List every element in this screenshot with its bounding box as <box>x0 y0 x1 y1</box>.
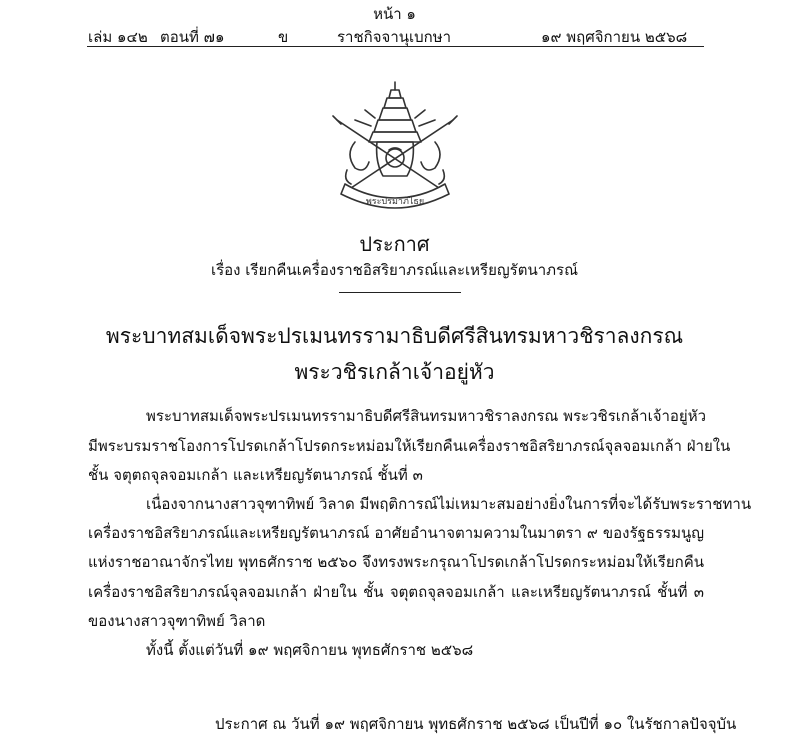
emblem-ribbon-text: พระปรมาภิไธย <box>365 197 425 207</box>
body-line: แห่งราชอาณาจักรไทย พุทธศักราช ๒๕๖๐ จึงทรงพระกรุณาโปรดเกล้าโปรดกระหม่อมให้เรียกคืน <box>88 553 704 571</box>
body-line: ชั้น จตุตถจุลจอมเกล้า และเหรียญรัตนาภรณ์ ชั้นที่ ๓ <box>88 466 423 484</box>
page-number: หน้า ๑ <box>373 5 416 23</box>
announcement-subject: เรื่อง เรียกคืนเครื่องราชอิสริยาภรณ์และเหรียญรัตนาภรณ์ <box>210 261 579 279</box>
body-line: ของนางสาวจุฑาทิพย์ วิลาด <box>88 612 266 630</box>
volume-number: เล่ม ๑๔๒ <box>88 28 148 46</box>
announcement-title: ประกาศ <box>359 232 430 256</box>
body-line: เครื่องราชอิสริยาภรณ์และเหรียญรัตนาภรณ์ อาศัยอำนาจตามความในมาตรา ๙ ของรัฐธรรมนูญ <box>88 524 704 542</box>
publication-date: ๑๙ พฤศจิกายน ๒๕๖๘ <box>541 28 688 46</box>
section-letter: ข <box>278 28 289 46</box>
publication-name: ราชกิจจานุเบกษา <box>337 28 452 46</box>
issue-number: ตอนที่ ๗๑ <box>160 28 225 46</box>
given-date-line: ประกาศ ณ วันที่ ๑๙ พฤศจิกายน พุทธศักราช ๒๕๖๘ เป็นปีที่ ๑๐ ในรัชกาลปัจจุบัน <box>215 715 737 733</box>
title-separator <box>339 292 461 293</box>
body-line: พระบาทสมเด็จพระปรเมนทรรามาธิบดีศรีสินทรมหาวชิราลงกรณ พระวชิรเกล้าเจ้าอยู่หัว <box>146 407 707 425</box>
header-rule <box>87 46 704 47</box>
king-name-line-2: พระวชิรเกล้าเจ้าอยู่หัว <box>294 360 495 384</box>
body-line: มีพระบรมราชโองการโปรดเกล้าโปรดกระหม่อมให้เรียกคืนเครื่องราชอิสริยาภรณ์จุลจอมเกล้า ฝ่ายใน <box>88 437 731 455</box>
royal-emblem-icon <box>325 80 465 210</box>
effective-date-line: ทั้งนี้ ตั้งแต่วันที่ ๑๙ พฤศจิกายน พุทธศักราช ๒๕๖๘ <box>146 641 474 659</box>
body-line: เนื่องจากนางสาวจุฑาทิพย์ วิลาด มีพฤติการณ์ไม่เหมาะสมอย่างยิ่งในการที่จะได้รับพระราชทาน <box>146 495 752 513</box>
body-line: เครื่องราชอิสริยาภรณ์จุลจอมเกล้า ฝ่ายใน ชั้น จตุตถจุลจอมเกล้า และเหรียญรัตนาภรณ์ ชั้นที่ ๓ <box>88 583 704 601</box>
king-name-line-1: พระบาทสมเด็จพระปรเมนทรรามาธิบดีศรีสินทรมหาวชิราลงกรณ <box>105 324 684 348</box>
